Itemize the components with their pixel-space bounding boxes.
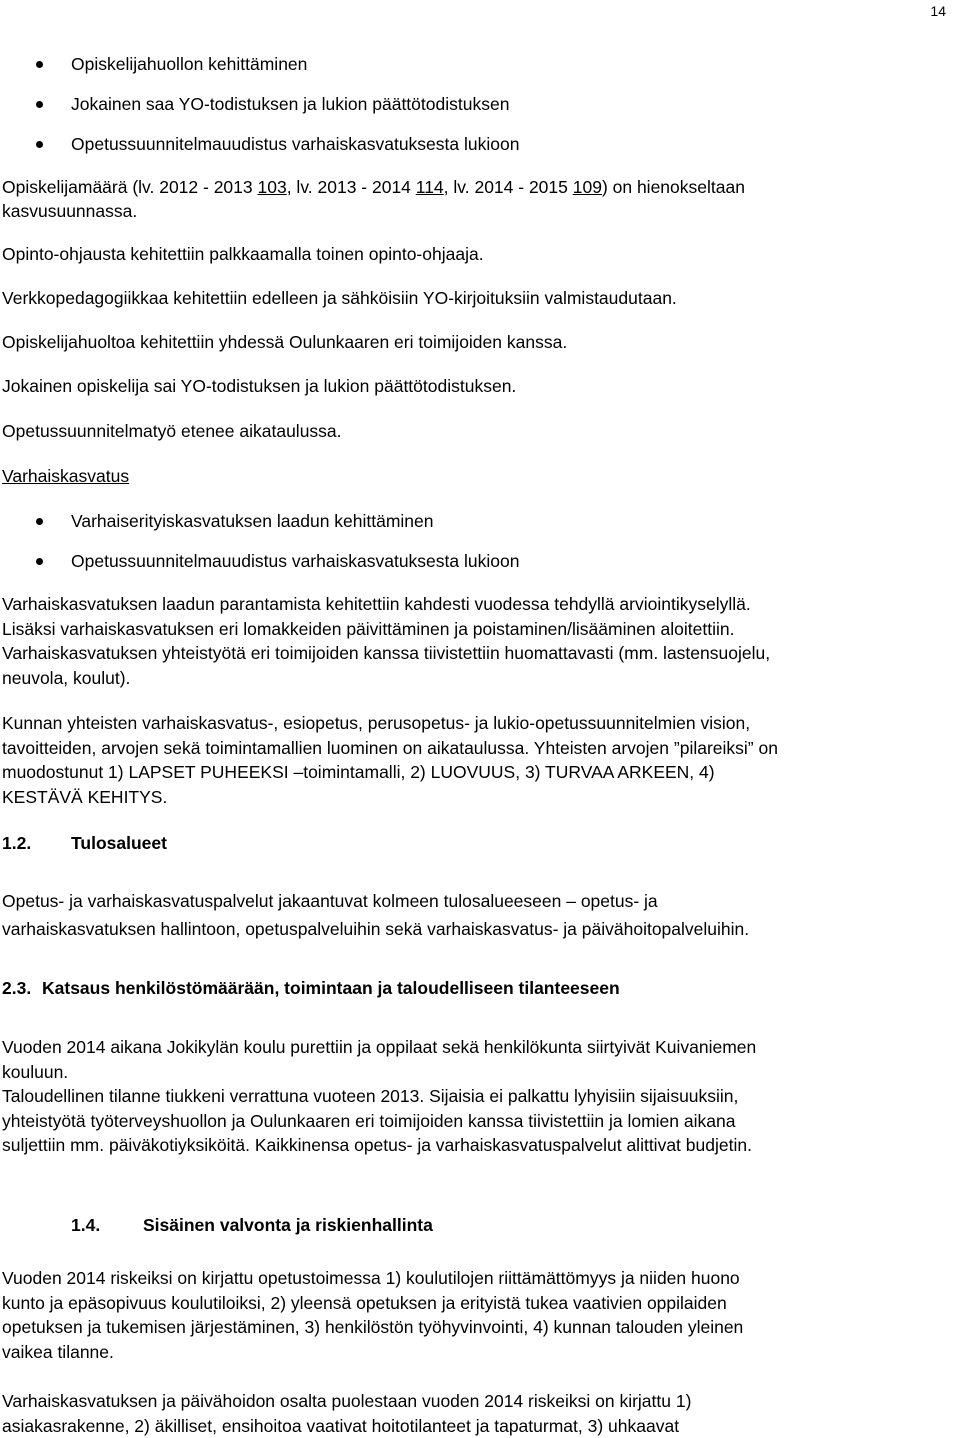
text-segment: , lv. 2013 - 2014 bbox=[286, 177, 416, 197]
section-title: Sisäinen valvonta ja riskienhallinta bbox=[143, 1215, 433, 1235]
bullet-item: Opiskelijahuollon kehittäminen bbox=[71, 54, 308, 74]
lukio-line: Opiskelijahuoltoa kehitettiin yhdessä Oulunkaaren eri toimijoiden kanssa. bbox=[2, 332, 568, 352]
bullet-item: Opetussuunnitelmauudistus varhaiskasvatuksesta lukioon bbox=[71, 551, 520, 571]
count-2012-2013: 103 bbox=[257, 177, 287, 197]
student-count-line bbox=[2, 176, 745, 199]
section-number: 2.3. bbox=[2, 978, 32, 998]
bullet-item: Varhaiserityiskasvatuksen laadun kehittäminen bbox=[71, 511, 434, 531]
section-title: Katsaus henkilöstömäärään, toimintaan ja taloudelliseen tilanteeseen bbox=[42, 978, 620, 998]
paragraph-line: Vuoden 2014 riskeiksi on kirjattu opetustoimessa 1) koulutilojen riittämättömyys ja niiden huono bbox=[2, 1268, 740, 1288]
paragraph-line: muodostunut 1) LAPSET PUHEEKSI –toimintamalli, 2) LUOVUUS, 3) TURVAA ARKEEN, 4) bbox=[2, 762, 715, 782]
bullet-item: Opetussuunnitelmauudistus varhaiskasvatuksesta lukioon bbox=[71, 134, 520, 154]
bullet-icon bbox=[36, 518, 43, 525]
count-2014-2015: 109 bbox=[572, 177, 602, 197]
section-number: 1.4. bbox=[71, 1215, 101, 1235]
text-segment: , lv. 2014 - 2015 bbox=[443, 177, 573, 197]
lukio-line: Jokainen opiskelija sai YO-todistuksen ja lukion päättötodistuksen. bbox=[2, 376, 517, 396]
paragraph-line: suljettiin mm. päiväkotiyksiköitä. Kaikkinensa opetus- ja varhaiskasvatuspalvelut alittivat budjetin. bbox=[2, 1135, 752, 1155]
paragraph-line: Lisäksi varhaiskasvatuksen eri lomakkeiden päivittäminen ja poistaminen/lisääminen aloitettiin. bbox=[2, 618, 735, 639]
page-number: 14 bbox=[930, 3, 946, 19]
ops-paragraph bbox=[2, 711, 957, 809]
paragraph-line: Kunnan yhteisten varhaiskasvatus-, esiopetus, perusopetus- ja lukio-opetussuunnitelmien vision, bbox=[2, 713, 751, 733]
tulosalueet-line: Opetus- ja varhaiskasvatuspalvelut jakaantuvat kolmeen tulosalueeseen – opetus- ja bbox=[2, 891, 658, 911]
lukio-line: Verkkopedagogiikkaa kehitettiin edelleen ja sähköisiin YO-kirjoituksiin valmistaudutaan. bbox=[2, 288, 677, 308]
bullet-icon bbox=[36, 101, 43, 108]
paragraph-line: kunto ja epäsopivuus koulutiloiksi, 2) yleensä opetuksen ja erityistä tukea vaativien oppilaiden bbox=[2, 1292, 727, 1313]
paragraph-line: kouluun. bbox=[2, 1061, 69, 1082]
bullet-icon bbox=[36, 141, 43, 148]
riskit-paragraph-2 bbox=[2, 1389, 957, 1438]
paragraph-line: opetuksen ja tukemisen järjestäminen, 3) henkilöstön työhyvinvointi, 4) kunnan talouden yleinen bbox=[2, 1317, 744, 1337]
paragraph-line: tavoitteiden, arvojen sekä toimintamallien luominen on aikataulussa. Yhteisten arvojen ”pilareiksi” on bbox=[2, 737, 778, 758]
paragraph-line: Vuoden 2014 aikana Jokikylän koulu purettiin ja oppilaat sekä henkilökunta siirtyivät Kuivaniemen bbox=[2, 1037, 757, 1057]
tulosalueet-line: varhaiskasvatuksen hallintoon, opetuspalveluihin sekä varhaiskasvatus- ja päivähoitopalveluihin. bbox=[2, 919, 750, 939]
lukio-line: Opetussuunnitelmatyö etenee aikataulussa. bbox=[2, 421, 342, 441]
paragraph-line: vaikea tilanne. bbox=[2, 1341, 114, 1362]
katsaus-paragraph bbox=[2, 1035, 957, 1158]
varhais-paragraph bbox=[2, 592, 957, 690]
bullet-item: Jokainen saa YO-todistuksen ja lukion päättötodistuksen bbox=[71, 94, 510, 114]
paragraph-line: Varhaiskasvatuksen yhteistyötä eri toimijoiden kanssa tiivistettiin huomattavasti (mm. lastensuojelu, bbox=[2, 643, 771, 663]
paragraph-line: Taloudellinen tilanne tiukkeni verrattuna vuoteen 2013. Sijaisia ei palkattu lyhyisiin sijaisuuksiin, bbox=[2, 1086, 739, 1106]
paragraph-line: KESTÄVÄ KEHITYS. bbox=[2, 786, 168, 807]
section-number: 1.2. bbox=[2, 833, 32, 853]
paragraph-line: Varhaiskasvatuksen laadun parantamista kehitettiin kahdesti vuodessa tehdyllä arviointikyselyllä. bbox=[2, 594, 751, 614]
text-segment: Opiskelijamäärä (lv. 2012 - 2013 bbox=[2, 177, 258, 197]
varhaiskasvatus-heading: Varhaiskasvatus bbox=[2, 466, 130, 486]
riskit-paragraph bbox=[2, 1266, 957, 1364]
lukio-line: Opinto-ohjausta kehitettiin palkkaamalla toinen opinto-ohjaaja. bbox=[2, 244, 484, 264]
paragraph-line: Varhaiskasvatuksen ja päivähoidon osalta puolestaan vuoden 2014 riskeiksi on kirjattu 1) bbox=[2, 1391, 692, 1411]
paragraph-line: asiakasrakenne, 2) äkilliset, ensihoitoa vaativat hoitotilanteet ja tapaturmat, 3) uhkaavat bbox=[2, 1415, 680, 1436]
count-2013-2014: 114 bbox=[415, 177, 444, 197]
paragraph-line: yhteistyötä työterveyshuollon ja Oulunkaaren eri toimijoiden kanssa tiivistettiin ja lomien aikana bbox=[2, 1110, 736, 1131]
bullet-icon bbox=[36, 61, 43, 68]
paragraph-line: neuvola, koulut). bbox=[2, 667, 131, 688]
student-count-line-2: kasvusuunnassa. bbox=[2, 201, 138, 221]
text-segment: ) on hienokseltaan bbox=[601, 177, 745, 197]
bullet-icon bbox=[36, 558, 43, 565]
section-title: Tulosalueet bbox=[71, 833, 167, 853]
